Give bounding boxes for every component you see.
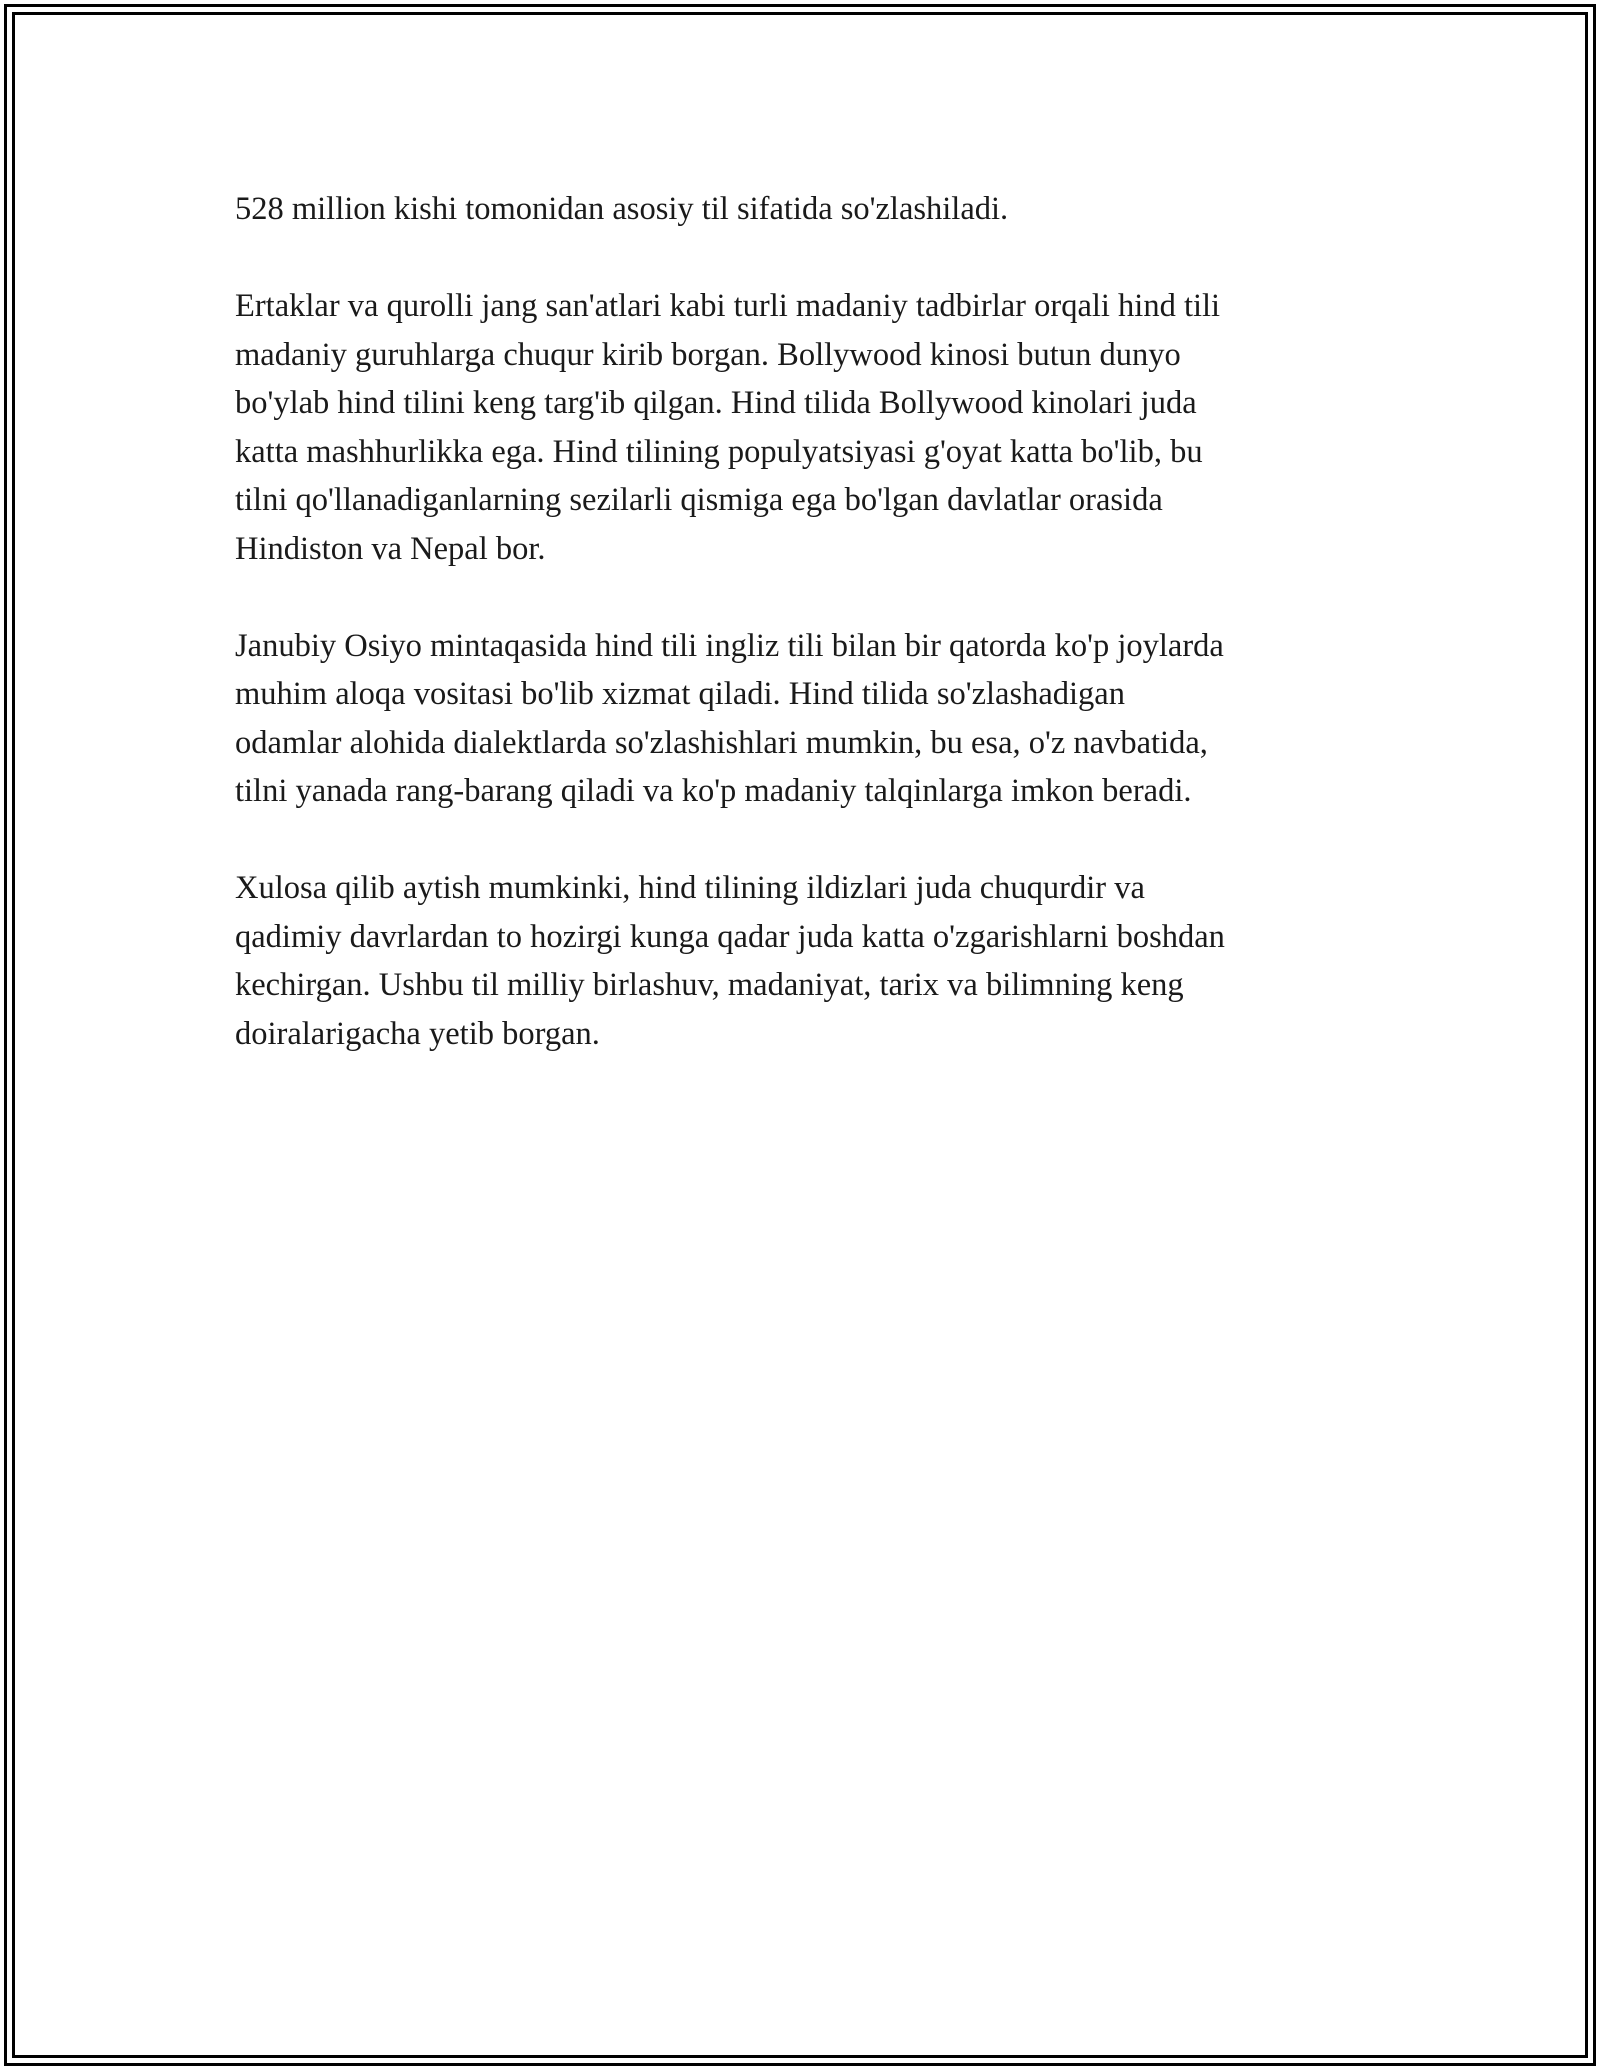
paragraph: Xulosa qilib aytish mumkinki, hind tilining ildizlari juda chuqurdir va qadimiy davrlardan to hozirgi kunga qadar juda katta o'zgarishlarni boshdan kechirgan. Ushbu til milliy birlashuv, madaniyat, tarix va bilimning keng doiralarigacha yetib borgan.	[235, 870, 1225, 1052]
paragraph: Janubiy Osiyo mintaqasida hind tili ingliz tili bilan bir qatorda ko'p joylarda muhim aloqa vositasi bo'lib xizmat qiladi. Hind tilida so'zlashadigan odamlar alohida dialektlarda so'zlashishlari mumkin, bu esa, o'z navbatida, tilni yanada rang-barang qiladi va ko'p madaniy talqinlarga imkon beradi.	[235, 627, 1224, 809]
paragraph: Ertaklar va qurolli jang san'atlari kabi turli madaniy tadbirlar orqali hind tili madaniy guruhlarga chuqur kirib borgan. Bollywood kinosi butun dunyo bo'ylab hind tilini keng targ'ib qilgan. Hind tilida Bollywood kinolari juda katta mashhurlikka ega. Hind tilining populyatsiyasi g'oyat katta bo'lib, bu tilni qo'llanadiganlarning sezilarli qismiga ega bo'lgan davlatlar orasida Hindiston va Nepal bor.	[235, 288, 1221, 567]
document-body	[235, 185, 1375, 1107]
paragraph: 528 million kishi tomonidan asosiy til sifatida so'zlashiladi.	[235, 191, 1009, 227]
